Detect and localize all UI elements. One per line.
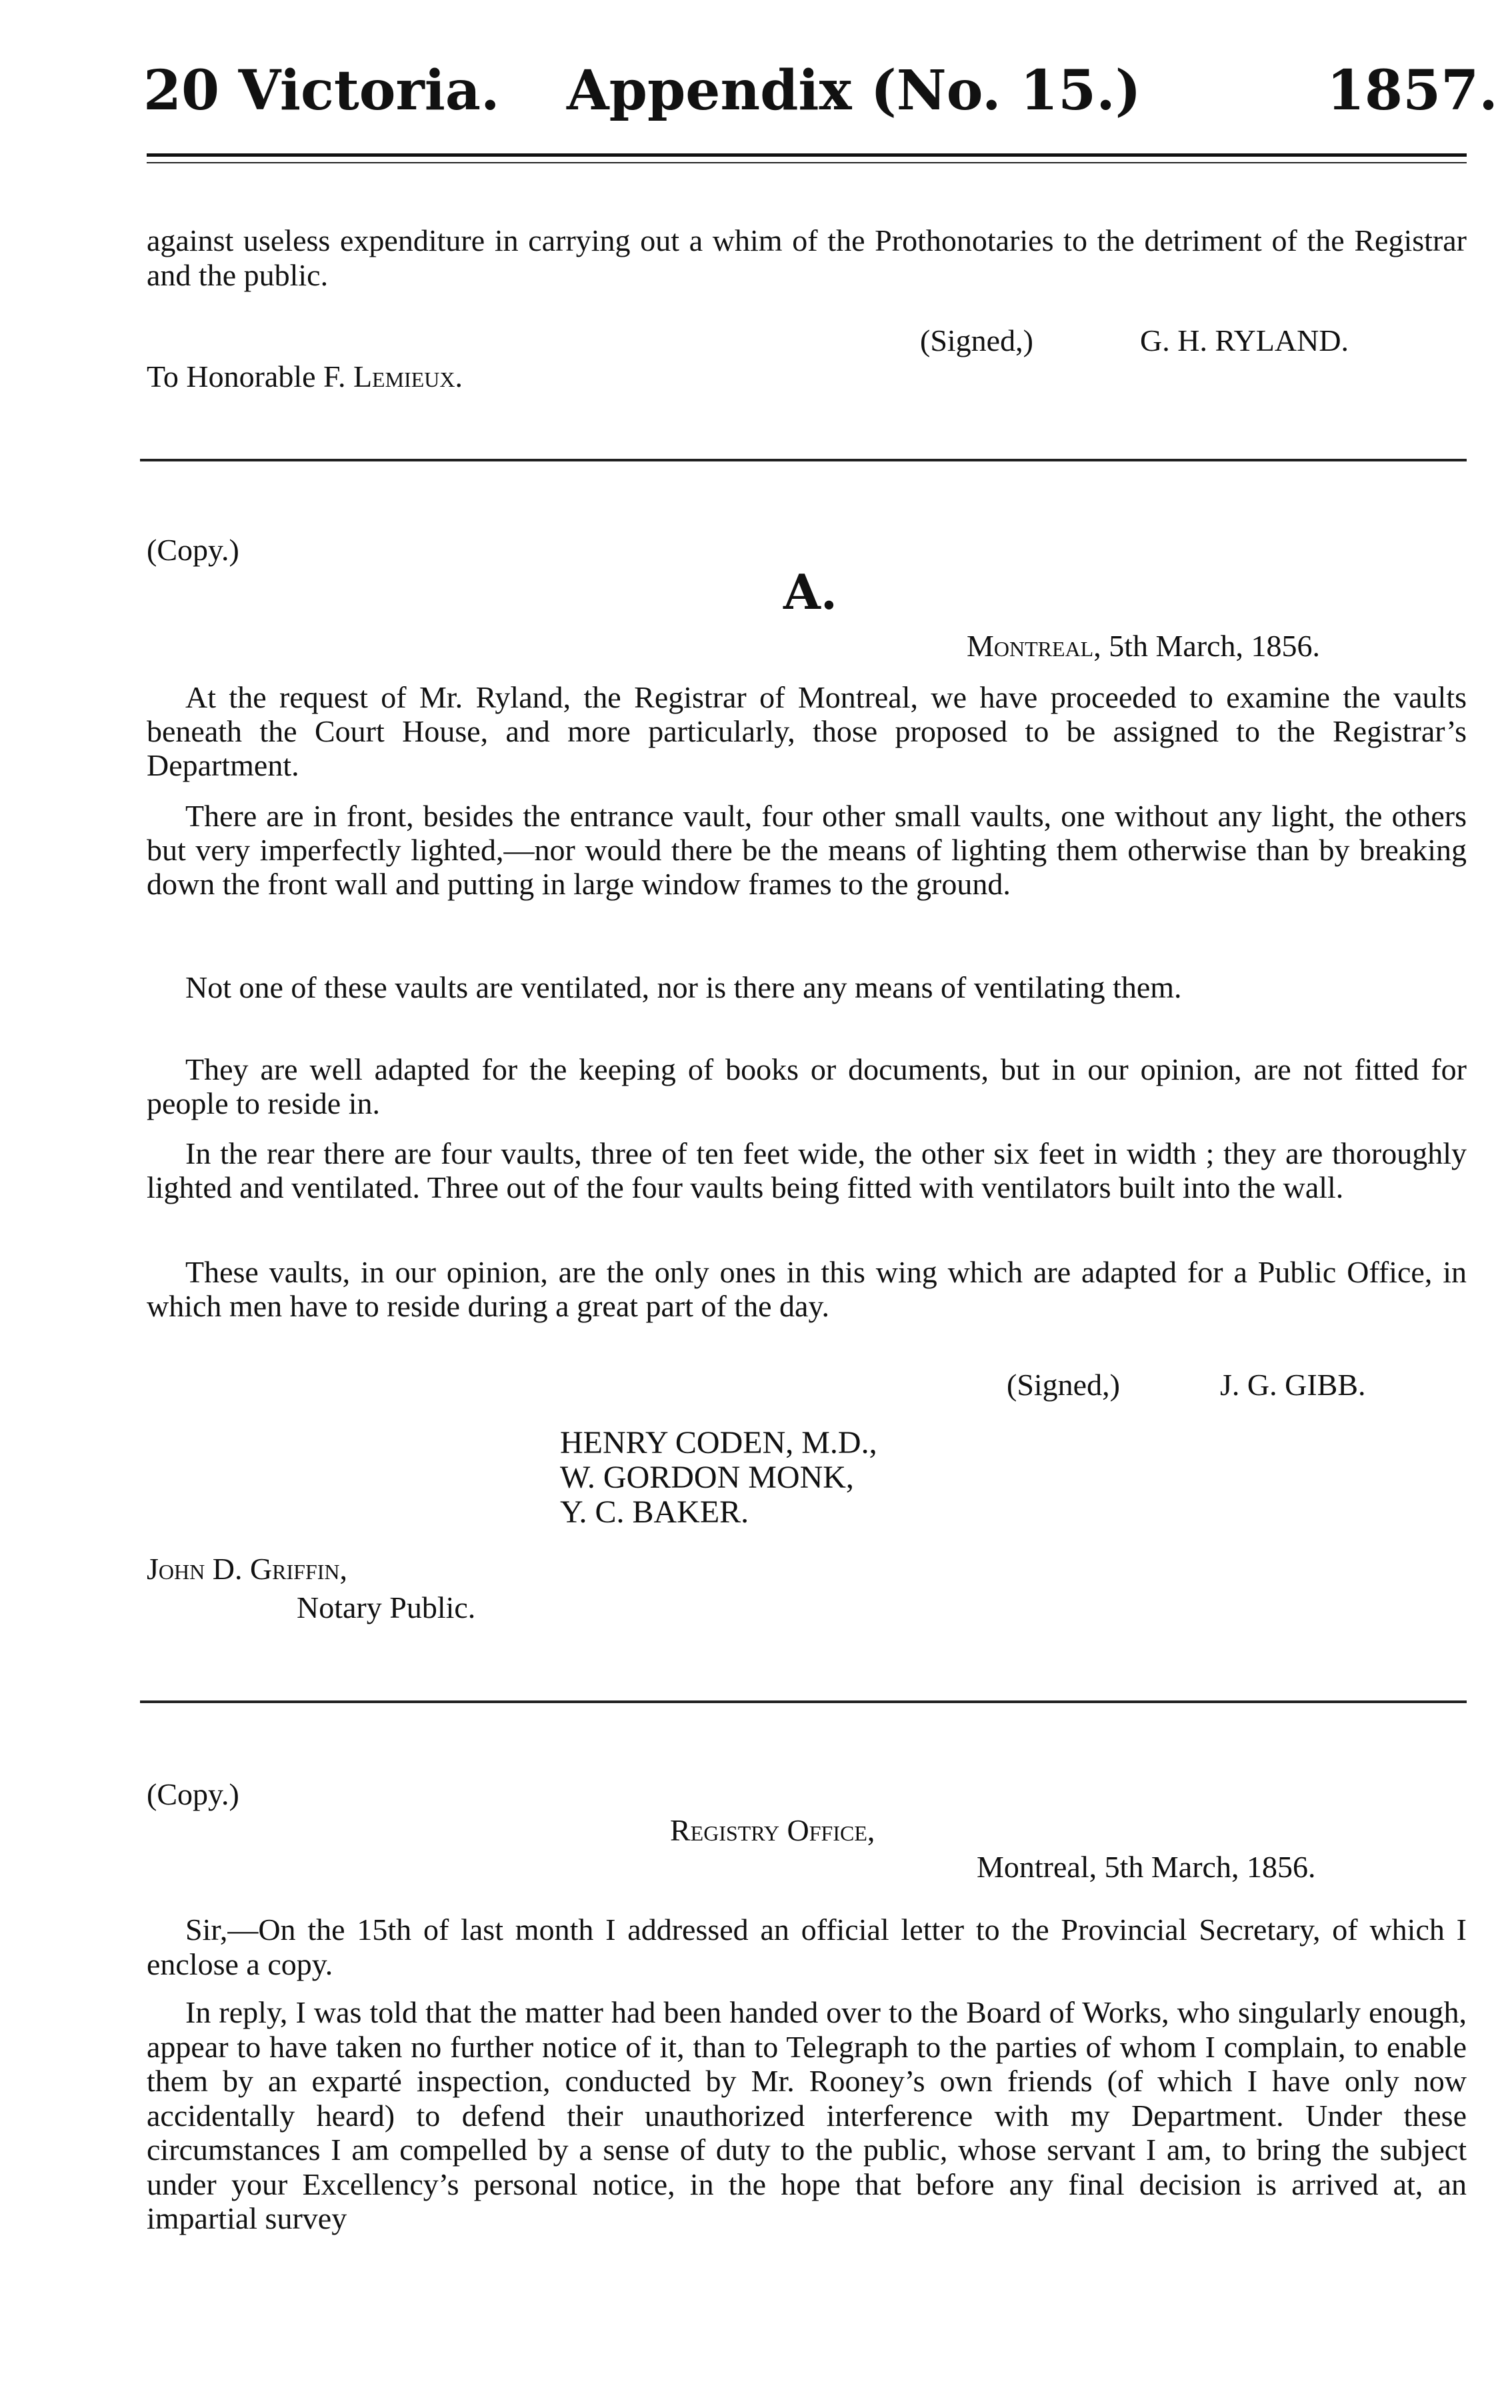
header-rule-thin	[147, 162, 1467, 163]
addressee-prefix: To Honorable F.	[147, 359, 346, 393]
letter-a-paragraph-3: Not one of these vaults are ventilated, nor is there any means of ventilating them.	[185, 970, 1182, 1004]
letter-b-paragraph-2: In reply, I was told that the matter had been handed over to the Board of Works, who singularly enough, appear to have taken no further notice of it, than to Telegraph to the parties of whom I complain, to enable them by an exparté inspection, conducted by Mr. Rooney’s own friends (of which I have only now accidentally heard) to defend their unauthorized interference with my Department. Under these circumstances I am compelled by a sense of duty to the public, whose servant I am, to bring the subject under your Excellency’s personal notice, in the hope that before any final decision is arrived at, an impartial survey	[147, 1995, 1467, 2235]
addressee-name: Lemieux.	[353, 359, 463, 393]
continuation-text: against useless expenditure in carrying out a whim of the Prothonotaries to the detriment of the Registrar and the public.	[147, 223, 1467, 292]
letter-a-paragraph-5: In the rear there are four vaults, three of ten feet wide, the other six feet in width ; they are thoroughly lighted and ventilated. Three out of the four vaults being fitted with ventilators built into the wall.	[147, 1136, 1467, 1204]
letter-a-paragraph-2: There are in front, besides the entrance vault, four other small vaults, one without any light, the others but very imperfectly lighted,—nor would there be the means of lighting them otherwise than by breaking down the front wall and putting in large window frames to the ground.	[147, 799, 1467, 901]
header-year: 1857.	[1327, 59, 1498, 123]
letter-a-date: 5th March, 1856.	[1109, 629, 1321, 663]
notary-name: John D. Griffin,	[147, 1552, 348, 1586]
letter-b-copy-label: (Copy.)	[147, 1777, 239, 1811]
continuation-signed-label: (Signed,)	[920, 323, 1033, 357]
letter-b-place-date: Montreal, 5th March, 1856.	[977, 1850, 1316, 1884]
section-rule-1	[140, 459, 1467, 461]
header-rule	[147, 153, 1467, 157]
co-signer: Y. C. BAKER.	[560, 1494, 749, 1530]
letter-a-copy-label: (Copy.)	[147, 533, 239, 567]
co-signer: W. GORDON MONK,	[560, 1460, 854, 1495]
letter-a-co-signers	[560, 1426, 877, 1530]
continuation-signer: G. H. RYLAND.	[1140, 323, 1349, 357]
letter-a-paragraph-1: At the request of Mr. Ryland, the Registrar of Montreal, we have proceeded to examine the vaults beneath the Court House, and more particularly, those proposed to be assigned to the Registrar’s Department.	[147, 680, 1467, 782]
header-session: 20 Victoria.	[143, 59, 500, 123]
letter-a-dateline	[967, 630, 1320, 663]
letter-a-place: Montreal,	[967, 629, 1101, 663]
header-appendix: Appendix (No. 15.)	[567, 59, 1141, 123]
letter-a-signed-label: (Signed,)	[1007, 1368, 1120, 1402]
letter-b-office: Registry Office,	[670, 1813, 875, 1847]
notary-title: Notary Public.	[297, 1590, 476, 1624]
section-rule-2	[140, 1700, 1467, 1703]
letter-a-paragraph-4: They are well adapted for the keeping of books or documents, but in our opinion, are not fitted for people to reside in.	[147, 1052, 1467, 1120]
letter-b-paragraph-1: Sir,—On the 15th of last month I addressed an official letter to the Provincial Secretary, of which I enclose a copy.	[147, 1913, 1467, 1981]
letter-a-paragraph-6: These vaults, in our opinion, are the only ones in this wing which are adapted for a Public Office, in which men have to reside during a great part of the day.	[147, 1255, 1467, 1323]
letter-a-heading: A.	[783, 563, 837, 620]
co-signer: HENRY CODEN, M.D.,	[560, 1425, 877, 1460]
continuation-addressee	[147, 360, 463, 393]
letter-a-signer: J. G. GIBB.	[1220, 1368, 1366, 1402]
